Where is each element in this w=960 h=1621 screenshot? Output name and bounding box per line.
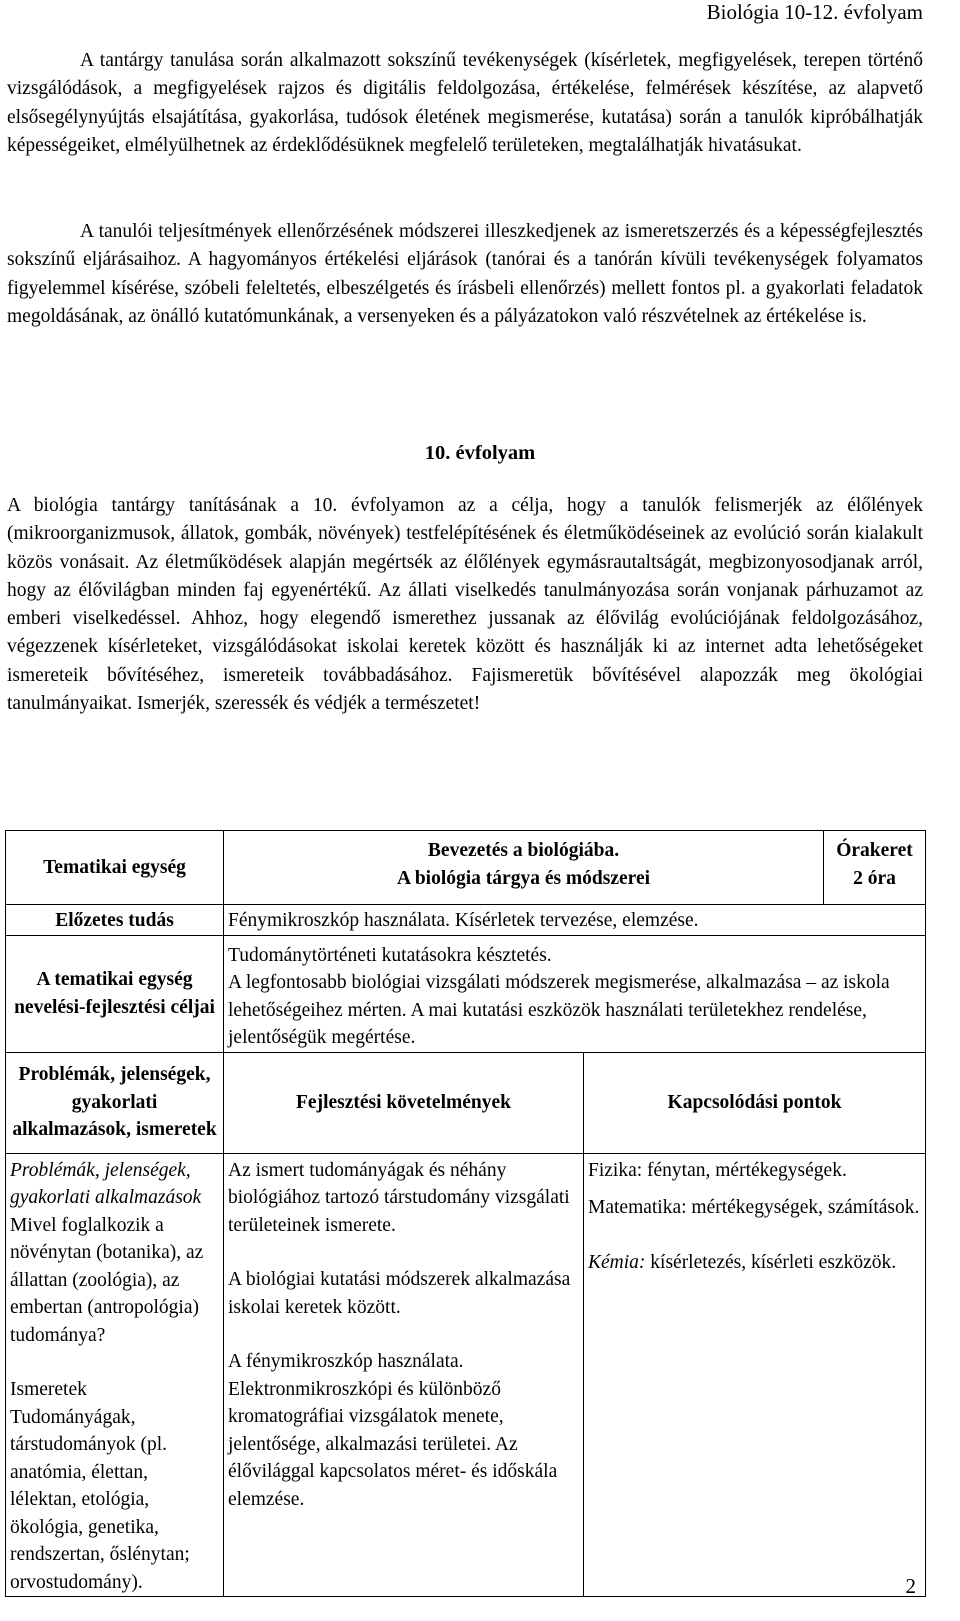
goals-line-1: Tudománytörténeti kutatásokra késztetés.: [228, 944, 552, 966]
connections-math: Matematika: mértékegységek, számítások.: [588, 1197, 920, 1218]
chemistry-text: kísérletezés, kísérleti eszközök.: [645, 1251, 897, 1273]
section-title: 10. évfolyam: [424, 442, 536, 464]
chemistry-label: Kémia:: [588, 1251, 646, 1273]
col-header-connections: Kapcsolódási pontok: [584, 1052, 926, 1153]
hours-value: 2 óra: [853, 867, 896, 889]
connections-chemistry: [588, 1249, 921, 1277]
thematic-unit-title-line1: Bevezetés a biológiába.: [427, 840, 620, 861]
section-body: A biológia tantárgy tanításának a 10. évfolyamon az a célja, hogy a tanulók felismerjék az élőlények (mikroorganizmusok, állatok, gombák, növények) testfelépítésének és életműködéseinek az evolúció során kialakult közös vonásait. Az életműködések alapján megértsék az élőlények egymásrautaltságát, megbizonyosodjanak arról, hogy az élővilágban minden faj egyenértékű. Az állati viselkedés tanulmányozása során vonjanak párhuzamot az emberi viselkedéssel. Ahhoz, hogy elegendő ismerethez jussanak az élővilág evolúciójának feldolgozásához, végezzenek kísérleteket, vizsgálódásokat iskolai keretek között és használják ki az internet adta lehetőségeket ismereteik bővítéséhez, ismereteik továbbadásához. Fajismeretük bővítésével alapozzák meg ökológiai tanulmányaikat. Ismerjék, szeressék és védjék a természetet!: [7, 495, 923, 715]
col-header-problems: Problémák, jelenségek, gyakorlati alkalmazások, ismeretek: [6, 1052, 224, 1153]
hours-cell: [824, 831, 926, 905]
goals-text: [224, 935, 926, 1052]
col-header-requirements: Fejlesztési követelmények: [224, 1052, 584, 1153]
connections-cell: [584, 1153, 926, 1597]
requirements-paragraph-1: Az ismert tudományágak és néhány biológiához tartozó társtudomány vizsgálati területeinek ismerete.: [228, 1159, 570, 1236]
prior-knowledge-label: Előzetes tudás: [6, 905, 224, 936]
thematic-unit-title-line2: A biológia tárgya és módszerei: [396, 867, 651, 889]
hours-label: Órakeret: [836, 840, 913, 861]
prior-knowledge-text: Fénymikroszkóp használata. Kísérletek tervezése, elemzése.: [224, 905, 926, 936]
ismeretek-text: Tudományágak, társtudományok (pl. anatómia, élettan, lélektan, etológia, ökológia, genetika, rendszertan, őslénytan; orvostudomány).: [10, 1406, 190, 1593]
goals-line-2: A legfontosabb biológiai vizsgálati módszerek megismerése, alkalmazása – az iskola lehetőségeihez mérten. A mai kutatási eszközök használati területekhez rendelése, jelentőségük megértése.: [228, 972, 890, 1048]
page-header: Biológia 10-12. évfolyam: [706, 0, 923, 24]
table-row: [6, 1153, 926, 1597]
goals-label: A tematikai egység nevelési-fejlesztési céljai: [6, 935, 224, 1052]
requirements-cell: [224, 1153, 584, 1597]
table-row: [6, 905, 926, 936]
requirements-paragraph-3: A fénymikroszkóp használata. Elektronmikroszkópi és különböző kromatográfiai vizsgálatok menete, jelentősége, alkalmazási területei. Az élővilággal kapcsolatos méret- és időskála elemzése.: [228, 1351, 558, 1510]
ismeretek-label: Ismeretek: [10, 1379, 87, 1400]
table-row: [6, 831, 926, 905]
table-row: [6, 1052, 926, 1153]
intro-paragraph-1: A tantárgy tanulása során alkalmazott sokszínű tevékenységek (kísérletek, megfigyelések, terepen történő vizsgálódások, a megfigyelések rajzos és digitális feldolgozása, értékelése, felmérések készítése, az alapvető elsősegélynyújtás elsajátítása, gyakorlása, tudósok életének megismerése, kutatása) során a tanulók kipróbálhatják képességeiket, elmélyülhetnek az érdeklődésüknek megfelelő területeken, megtalálhatják hivatásukat.: [7, 50, 923, 156]
connections-physics: Fizika: fénytan, mértékegységek.: [588, 1159, 847, 1181]
problems-italic-heading: Problémák, jelenségek, gyakorlati alkalmazások: [10, 1159, 202, 1208]
thematic-unit-label: Tematikai egység: [6, 831, 224, 905]
problems-question: Mivel foglalkozik a növénytan (botanika), az állattan (zoológia), az embertan (antropológia) tudománya?: [10, 1214, 204, 1346]
problems-cell: [6, 1153, 224, 1597]
requirements-paragraph-2: A biológiai kutatási módszerek alkalmazása iskolai keretek között.: [228, 1269, 571, 1318]
thematic-unit-title: [224, 831, 824, 905]
intro-paragraph-2: A tanulói teljesítmények ellenőrzésének módszerei illeszkedjenek az ismeretszerzés és a képességfejlesztés sokszínű eljárásaihoz. A hagyományos értékelési eljárások (tanórai és a tanórán kívüli tevékenységek folyamatos figyelemmel kísérése, szóbeli feleltetés, elbeszélgetés és írásbeli ellenőrzés) mellett fontos pl. a gyakorlati feladatok megoldásának, az önálló kutatómunkának, a versenyeken és a pályázatokon való részvételnek az értékelése is.: [7, 221, 923, 327]
table-row: [6, 935, 926, 1052]
page-number: 2: [905, 1574, 916, 1598]
thematic-unit-table: [5, 830, 926, 1597]
